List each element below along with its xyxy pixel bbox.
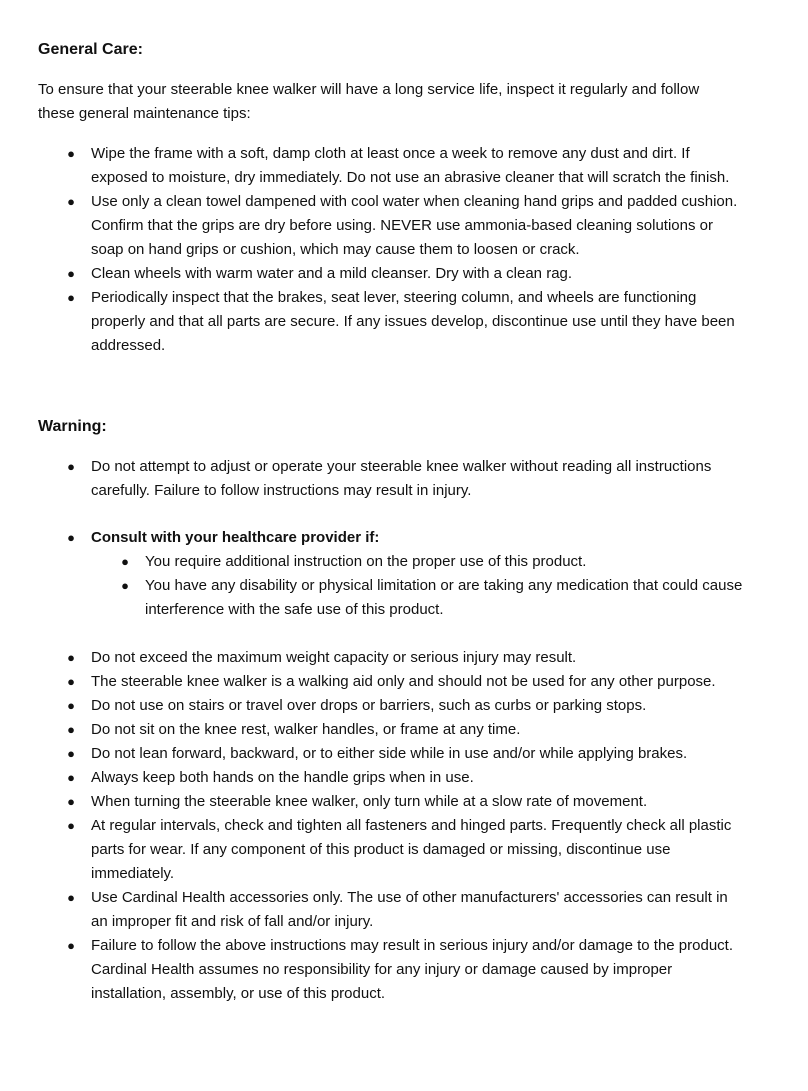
general-care-list <box>38 142 750 358</box>
consult-label: Consult with your healthcare provider if: <box>91 529 380 546</box>
bullet-icon: ● <box>67 650 75 665</box>
list-item: ● Wipe the frame with a soft, damp cloth at least once a week to remove any dust and dirt. If exposed to moisture, dry immediately. Do not use an abrasive cleaner that will scratch the finish. <box>38 142 750 190</box>
list-item: ● Use Cardinal Health accessories only. The use of other manufacturers' accessories can result in an improper fit and risk of fall and/or injury. <box>38 886 750 934</box>
bullet-icon: ● <box>67 770 75 785</box>
list-item: ● Failure to follow the above instructions may result in serious injury and/or damage to the product. Cardinal Health assumes no responsibility for any injury or damage caused by improper installation, assembly, or use of this product. <box>38 934 750 1006</box>
list-item: ● Use only a clean towel dampened with cool water when cleaning hand grips and padded cushion. Confirm that the grips are dry before using. NEVER use ammonia-based cleaning solutions or soap on hand grips or cushion, which may cause them to loosen or crack. <box>38 190 750 262</box>
list-item: ● Do not use on stairs or travel over drops or barriers, such as curbs or parking stops. <box>38 694 750 718</box>
sub-list-item: ● You require additional instruction on the proper use of this product. <box>38 550 750 574</box>
bullet-icon: ● <box>67 938 75 953</box>
list-item: ● When turning the steerable knee walker, only turn while at a slow rate of movement. <box>38 790 750 814</box>
consult-list <box>38 526 750 622</box>
list-item: ● Clean wheels with warm water and a mild cleanser. Dry with a clean rag. <box>38 262 750 286</box>
list-item: ● Do not sit on the knee rest, walker handles, or frame at any time. <box>38 718 750 742</box>
bullet-icon: ● <box>67 290 75 305</box>
bullet-icon: ● <box>67 698 75 713</box>
bullet-icon: ● <box>67 266 75 281</box>
list-item: ● Do not exceed the maximum weight capacity or serious injury may result. <box>38 646 750 670</box>
list-item: ● At regular intervals, check and tighten all fasteners and hinged parts. Frequently check all plastic parts for wear. If any component of this product is damaged or missing, discontinue use immediately. <box>38 814 750 886</box>
bullet-icon: ● <box>67 146 75 161</box>
list-item: ● The steerable knee walker is a walking aid only and should not be used for any other purpose. <box>38 670 750 694</box>
warning-heading: Warning: <box>38 418 107 435</box>
bullet-icon: ● <box>67 674 75 689</box>
consult-sublist <box>91 550 750 622</box>
list-item: ● Do not lean forward, backward, or to either side while in use and/or while applying brakes. <box>38 742 750 766</box>
bullet-icon: ● <box>67 890 75 905</box>
bullet-icon: ● <box>67 794 75 809</box>
list-item: ● Periodically inspect that the brakes, seat lever, steering column, and wheels are functioning properly and that all parts are secure. If any issues develop, discontinue use until they have been addressed. <box>38 286 750 358</box>
list-item: ● Always keep both hands on the handle grips when in use. <box>38 766 750 790</box>
bullet-icon: ● <box>67 818 75 833</box>
bullet-icon: ● <box>67 746 75 761</box>
list-item <box>38 526 750 622</box>
bullet-icon: ● <box>121 578 129 593</box>
bullet-icon: ● <box>67 722 75 737</box>
general-care-intro: To ensure that your steerable knee walker will have a long service life, inspect it regularly and follow these general maintenance tips: <box>38 81 700 122</box>
sub-list-item: ● You have any disability or physical limitation or are taking any medication that could cause interference with the safe use of this product. <box>38 574 750 622</box>
warning-intro-list <box>38 455 750 503</box>
bullet-icon: ● <box>67 530 75 545</box>
bullet-icon: ● <box>121 554 129 569</box>
bullet-icon: ● <box>67 459 75 474</box>
list-item: ● Do not attempt to adjust or operate your steerable knee walker without reading all instructions carefully. Failure to follow instructions may result in injury. <box>38 455 750 503</box>
bullet-icon: ● <box>67 194 75 209</box>
warning-list <box>38 646 750 1006</box>
general-care-heading: General Care: <box>38 41 143 58</box>
